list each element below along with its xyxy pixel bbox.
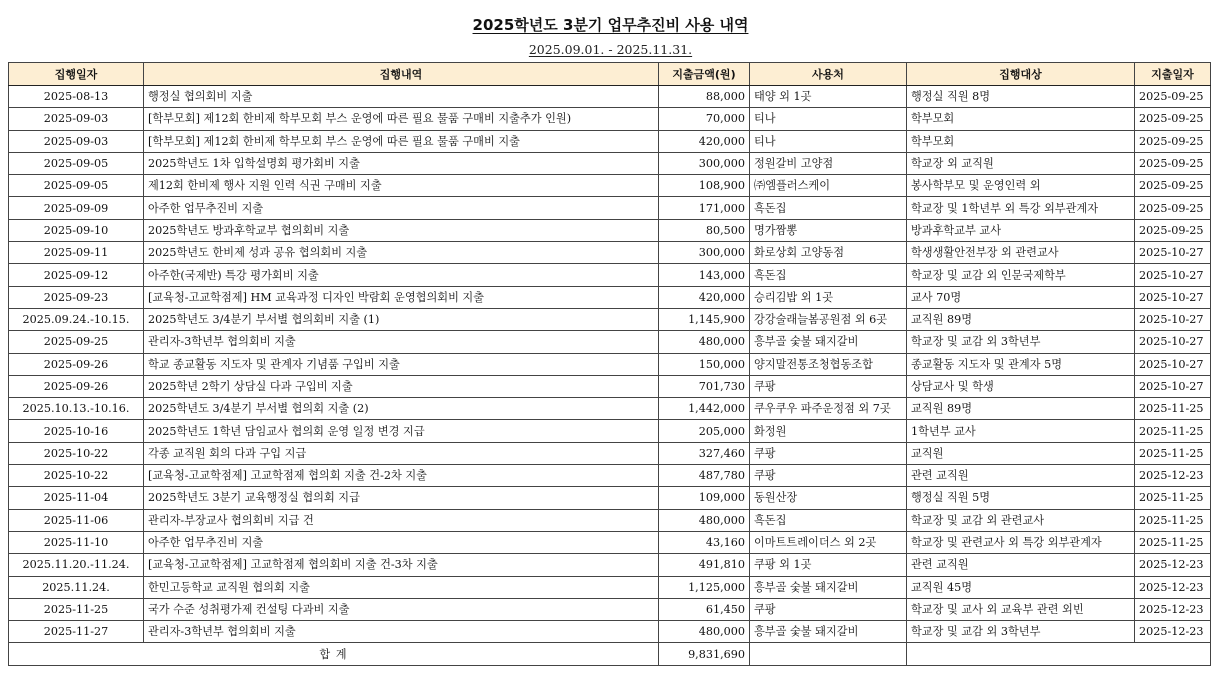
cell-amount: 1,145,900 <box>659 308 750 330</box>
table-row <box>9 465 1211 487</box>
cell-description: 2025학년도 3/4분기 부서별 협의회 지출 (2) <box>144 398 659 420</box>
cell-paid-date: 2025-12-23 <box>1135 554 1211 576</box>
table-row <box>9 108 1211 130</box>
table-row <box>9 242 1211 264</box>
cell-target: 교직원 89명 <box>907 398 1135 420</box>
column-header-amount: 지출금액(원) <box>659 63 750 86</box>
cell-vendor: 명가짬뽕 <box>750 219 907 241</box>
cell-date: 2025-11-04 <box>9 487 144 509</box>
table-row <box>9 375 1211 397</box>
cell-target: 교직원 89명 <box>907 308 1135 330</box>
cell-description: 2025학년도 3분기 교육행정실 협의회 지급 <box>144 487 659 509</box>
cell-paid-date: 2025-11-25 <box>1135 487 1211 509</box>
cell-vendor: 쿠팡 <box>750 442 907 464</box>
cell-amount: 88,000 <box>659 86 750 108</box>
cell-vendor: 쿠팡 외 1곳 <box>750 554 907 576</box>
cell-description: 2025학년도 한비제 성과 공유 협의회비 지출 <box>144 242 659 264</box>
table-row <box>9 331 1211 353</box>
cell-vendor: 태양 외 1곳 <box>750 86 907 108</box>
cell-date: 2025.10.13.-10.16. <box>9 398 144 420</box>
column-header-target: 집행대상 <box>907 63 1135 86</box>
cell-amount: 300,000 <box>659 152 750 174</box>
document-title: 2025학년도 3분기 업무추진비 사용 내역 <box>472 16 749 34</box>
cell-description: 2025학년도 1차 입학설명회 평가회비 지출 <box>144 152 659 174</box>
cell-vendor: 쿠팡 <box>750 598 907 620</box>
cell-amount: 327,460 <box>659 442 750 464</box>
cell-paid-date: 2025-11-25 <box>1135 531 1211 553</box>
table-row <box>9 197 1211 219</box>
table-row <box>9 621 1211 643</box>
cell-vendor: 흑돈집 <box>750 509 907 531</box>
cell-description: 국가 수준 성취평가제 컨설팅 다과비 지출 <box>144 598 659 620</box>
cell-target: 학생생활안전부장 외 관련교사 <box>907 242 1135 264</box>
cell-amount: 300,000 <box>659 242 750 264</box>
total-blank-target <box>907 643 1211 665</box>
cell-amount: 480,000 <box>659 621 750 643</box>
cell-amount: 150,000 <box>659 353 750 375</box>
total-row <box>9 643 1211 665</box>
cell-date: 2025-09-26 <box>9 353 144 375</box>
cell-paid-date: 2025-09-25 <box>1135 130 1211 152</box>
cell-date: 2025-11-10 <box>9 531 144 553</box>
cell-amount: 487,780 <box>659 465 750 487</box>
cell-date: 2025-09-09 <box>9 197 144 219</box>
table-row <box>9 86 1211 108</box>
cell-paid-date: 2025-12-23 <box>1135 465 1211 487</box>
cell-vendor: 쿠우쿠우 파주운정점 외 7곳 <box>750 398 907 420</box>
cell-amount: 171,000 <box>659 197 750 219</box>
period-range: 2025.09.01. - 2025.11.31. <box>528 42 693 57</box>
cell-paid-date: 2025-10-27 <box>1135 264 1211 286</box>
cell-target: 행정실 직원 8명 <box>907 86 1135 108</box>
cell-paid-date: 2025-10-27 <box>1135 353 1211 375</box>
cell-paid-date: 2025-12-23 <box>1135 598 1211 620</box>
column-header-vendor: 사용처 <box>750 63 907 86</box>
cell-target: 교사 70명 <box>907 286 1135 308</box>
cell-description: [교육청-고교학점제] HM 교육과정 디자인 박람회 운영협의회비 지출 <box>144 286 659 308</box>
cell-vendor: 쿠팡 <box>750 465 907 487</box>
cell-date: 2025-09-03 <box>9 130 144 152</box>
cell-paid-date: 2025-11-25 <box>1135 509 1211 531</box>
cell-description: 2025학년도 방과후학교부 협의회비 지출 <box>144 219 659 241</box>
table-row <box>9 576 1211 598</box>
cell-vendor: 이마트트레이더스 외 2곳 <box>750 531 907 553</box>
cell-paid-date: 2025-10-27 <box>1135 375 1211 397</box>
cell-paid-date: 2025-10-27 <box>1135 286 1211 308</box>
cell-date: 2025-09-05 <box>9 175 144 197</box>
cell-amount: 701,730 <box>659 375 750 397</box>
cell-target: 학부모회 <box>907 108 1135 130</box>
cell-target: 관련 교직원 <box>907 554 1135 576</box>
cell-date: 2025-09-23 <box>9 286 144 308</box>
cell-description: 관리자-3학년부 협의회비 지출 <box>144 621 659 643</box>
cell-date: 2025-09-25 <box>9 331 144 353</box>
cell-amount: 80,500 <box>659 219 750 241</box>
cell-description: 학교 종교활동 지도자 및 관계자 기념품 구입비 지출 <box>144 353 659 375</box>
table-row <box>9 487 1211 509</box>
cell-target: 학교장 및 교감 외 3학년부 <box>907 331 1135 353</box>
cell-description: 제12회 한비제 행사 지원 인력 식권 구매비 지출 <box>144 175 659 197</box>
cell-amount: 109,000 <box>659 487 750 509</box>
cell-description: 2025학년도 1학년 담임교사 협의회 운영 일정 변경 지급 <box>144 420 659 442</box>
cell-target: 관련 교직원 <box>907 465 1135 487</box>
cell-description: [학부모회] 제12회 한비제 학부모회 부스 운영에 따른 필요 물품 구매비 지출 <box>144 130 659 152</box>
cell-date: 2025.11.24. <box>9 576 144 598</box>
total-label: 합 계 <box>9 643 659 665</box>
cell-vendor: 동원산장 <box>750 487 907 509</box>
column-header-date: 집행일자 <box>9 63 144 86</box>
cell-description: 아주한(국제반) 특강 평가회비 지출 <box>144 264 659 286</box>
cell-date: 2025-09-11 <box>9 242 144 264</box>
cell-description: 관리자-3학년부 협의회비 지출 <box>144 331 659 353</box>
cell-target: 종교활동 지도자 및 관계자 5명 <box>907 353 1135 375</box>
cell-amount: 480,000 <box>659 509 750 531</box>
table-row <box>9 420 1211 442</box>
cell-amount: 43,160 <box>659 531 750 553</box>
cell-amount: 420,000 <box>659 286 750 308</box>
cell-amount: 420,000 <box>659 130 750 152</box>
cell-amount: 1,442,000 <box>659 398 750 420</box>
cell-paid-date: 2025-10-27 <box>1135 331 1211 353</box>
cell-paid-date: 2025-12-23 <box>1135 621 1211 643</box>
cell-target: 봉사학부모 및 운영인력 외 <box>907 175 1135 197</box>
cell-target: 교직원 45명 <box>907 576 1135 598</box>
cell-target: 방과후학교부 교사 <box>907 219 1135 241</box>
table-header-row <box>9 63 1211 86</box>
cell-vendor: 승리김밥 외 1곳 <box>750 286 907 308</box>
table-row <box>9 308 1211 330</box>
cell-description: 아주한 업무추진비 지출 <box>144 531 659 553</box>
cell-vendor: 정원갈비 고양점 <box>750 152 907 174</box>
cell-target: 학교장 및 교감 외 인문국제학부 <box>907 264 1135 286</box>
cell-vendor: 쿠팡 <box>750 375 907 397</box>
cell-date: 2025-09-05 <box>9 152 144 174</box>
cell-amount: 143,000 <box>659 264 750 286</box>
table-row <box>9 398 1211 420</box>
cell-amount: 491,810 <box>659 554 750 576</box>
cell-target: 학교장 및 교사 외 교육부 관련 외빈 <box>907 598 1135 620</box>
cell-date: 2025-09-10 <box>9 219 144 241</box>
cell-amount: 70,000 <box>659 108 750 130</box>
table-row <box>9 130 1211 152</box>
cell-vendor: 티나 <box>750 108 907 130</box>
cell-target: 학교장 외 교직원 <box>907 152 1135 174</box>
table-row <box>9 509 1211 531</box>
cell-description: 각종 교직원 회의 다과 구입 지급 <box>144 442 659 464</box>
table-row <box>9 175 1211 197</box>
total-blank-vendor <box>750 643 907 665</box>
cell-description: 관리자-부장교사 협의회비 지급 건 <box>144 509 659 531</box>
cell-date: 2025-10-16 <box>9 420 144 442</box>
table-row <box>9 264 1211 286</box>
cell-target: 상담교사 및 학생 <box>907 375 1135 397</box>
cell-target: 학교장 및 관련교사 외 특강 외부관계자 <box>907 531 1135 553</box>
cell-description: [교육청-고교학점제] 고교학점제 협의회비 지출 건-3차 지출 <box>144 554 659 576</box>
table-row <box>9 554 1211 576</box>
cell-paid-date: 2025-09-25 <box>1135 86 1211 108</box>
cell-paid-date: 2025-09-25 <box>1135 152 1211 174</box>
cell-target: 학부모회 <box>907 130 1135 152</box>
cell-target: 행정실 직원 5명 <box>907 487 1135 509</box>
cell-amount: 108,900 <box>659 175 750 197</box>
cell-vendor: ㈜엠플러스케이 <box>750 175 907 197</box>
cell-vendor: 티나 <box>750 130 907 152</box>
total-amount: 9,831,690 <box>659 643 750 665</box>
cell-paid-date: 2025-10-27 <box>1135 308 1211 330</box>
cell-amount: 205,000 <box>659 420 750 442</box>
cell-paid-date: 2025-11-25 <box>1135 420 1211 442</box>
cell-vendor: 양지말전통조청협동조합 <box>750 353 907 375</box>
cell-target: 학교장 및 교감 외 3학년부 <box>907 621 1135 643</box>
cell-paid-date: 2025-09-25 <box>1135 108 1211 130</box>
table-row <box>9 531 1211 553</box>
table-row <box>9 353 1211 375</box>
table-row <box>9 219 1211 241</box>
column-header-paid-date: 지출일자 <box>1135 63 1211 86</box>
cell-description: 2025학년도 3/4분기 부서별 협의회비 지출 (1) <box>144 308 659 330</box>
cell-date: 2025-10-22 <box>9 465 144 487</box>
cell-date: 2025-11-25 <box>9 598 144 620</box>
cell-description: [교육청-고교학점제] 고교학점제 협의회 지출 건-2차 지출 <box>144 465 659 487</box>
cell-date: 2025.09.24.-10.15. <box>9 308 144 330</box>
cell-paid-date: 2025-09-25 <box>1135 219 1211 241</box>
cell-amount: 480,000 <box>659 331 750 353</box>
cell-description: [학부모회] 제12회 한비제 학부모회 부스 운영에 따른 필요 물품 구매비 지출추가 인원) <box>144 108 659 130</box>
cell-description: 행정실 협의회비 지출 <box>144 86 659 108</box>
cell-target: 교직원 <box>907 442 1135 464</box>
cell-vendor: 흥부골 숯불 돼지갈비 <box>750 621 907 643</box>
cell-date: 2025-09-26 <box>9 375 144 397</box>
table-row <box>9 598 1211 620</box>
cell-amount: 1,125,000 <box>659 576 750 598</box>
cell-vendor: 흥부골 숯불 돼지갈비 <box>750 576 907 598</box>
table-row <box>9 442 1211 464</box>
cell-target: 1학년부 교사 <box>907 420 1135 442</box>
cell-paid-date: 2025-09-25 <box>1135 175 1211 197</box>
table-body <box>9 86 1211 643</box>
cell-date: 2025-08-13 <box>9 86 144 108</box>
table-row <box>9 286 1211 308</box>
table-row <box>9 152 1211 174</box>
cell-target: 학교장 및 교감 외 관련교사 <box>907 509 1135 531</box>
cell-date: 2025-10-22 <box>9 442 144 464</box>
cell-vendor: 흥부골 숯불 돼지갈비 <box>750 331 907 353</box>
cell-date: 2025-09-03 <box>9 108 144 130</box>
cell-amount: 61,450 <box>659 598 750 620</box>
cell-paid-date: 2025-11-25 <box>1135 398 1211 420</box>
cell-paid-date: 2025-10-27 <box>1135 242 1211 264</box>
cell-vendor: 강강술래늘봄공원점 외 6곳 <box>750 308 907 330</box>
cell-paid-date: 2025-11-25 <box>1135 442 1211 464</box>
cell-date: 2025-11-27 <box>9 621 144 643</box>
expense-table <box>8 62 1211 666</box>
cell-vendor: 흑돈집 <box>750 264 907 286</box>
column-header-description: 집행내역 <box>144 63 659 86</box>
cell-description: 2025학년 2학기 상담실 다과 구입비 지출 <box>144 375 659 397</box>
cell-vendor: 흑돈집 <box>750 197 907 219</box>
cell-description: 아주한 업무추진비 지출 <box>144 197 659 219</box>
cell-paid-date: 2025-12-23 <box>1135 576 1211 598</box>
cell-paid-date: 2025-09-25 <box>1135 197 1211 219</box>
cell-vendor: 화로상회 고양동점 <box>750 242 907 264</box>
cell-date: 2025-09-12 <box>9 264 144 286</box>
cell-date: 2025.11.20.-11.24. <box>9 554 144 576</box>
cell-vendor: 화정원 <box>750 420 907 442</box>
cell-description: 한민고등학교 교직원 협의회 지출 <box>144 576 659 598</box>
cell-date: 2025-11-06 <box>9 509 144 531</box>
cell-target: 학교장 및 1학년부 외 특강 외부관계자 <box>907 197 1135 219</box>
